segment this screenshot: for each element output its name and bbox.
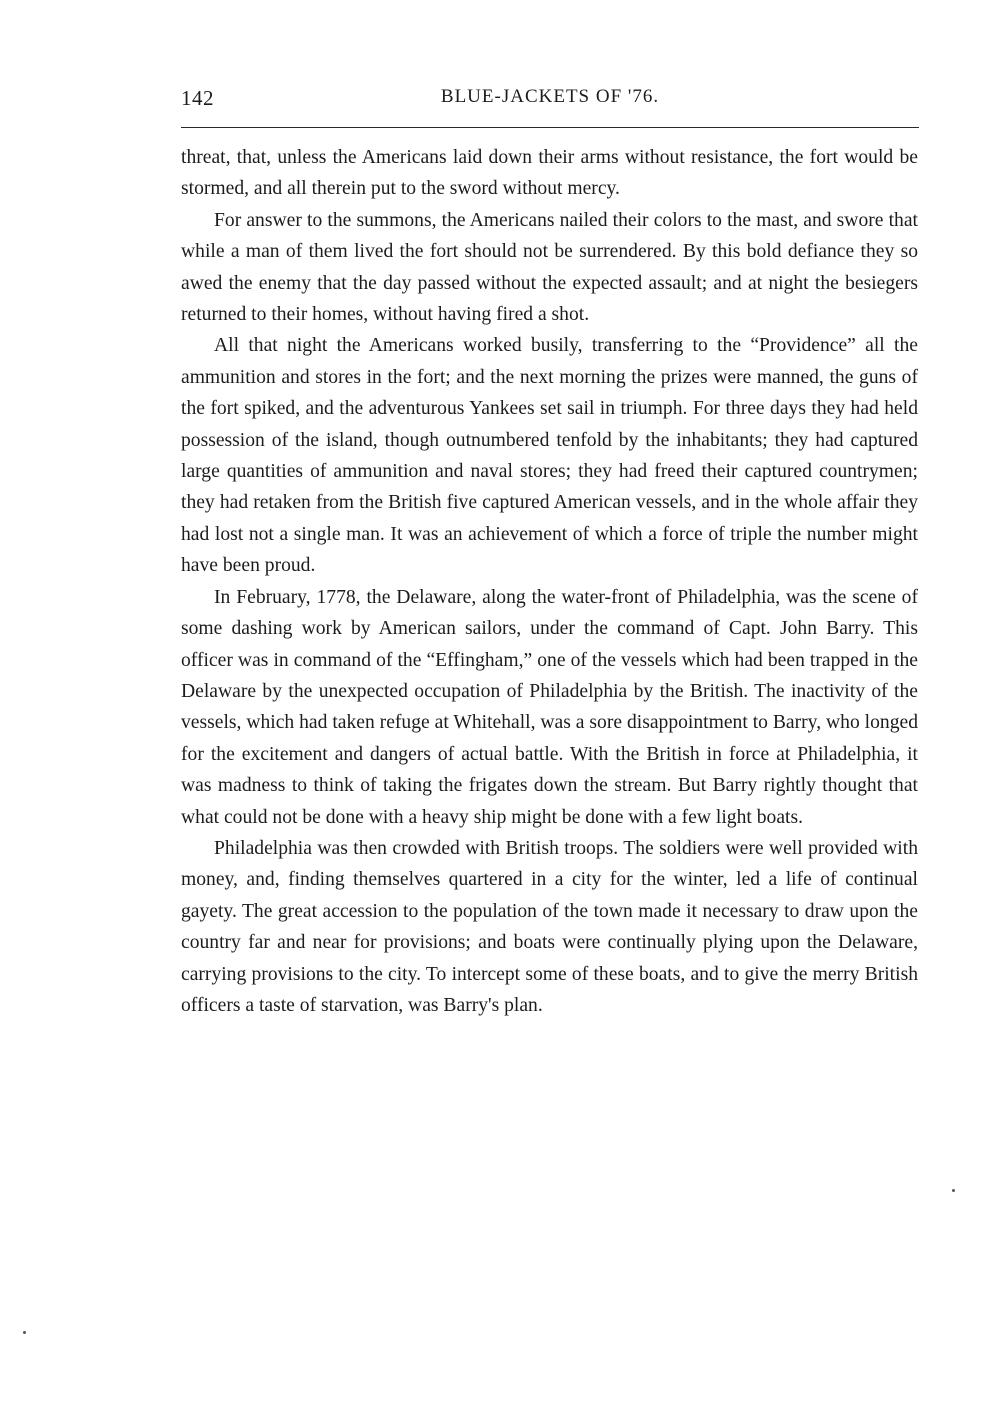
paragraph: In February, 1778, the Delaware, along the water-front of Philadelphia, was the scene of some dashing work by American sailors, under the command of Capt. John Barry. This officer was in command of the “Effingham,” one of the vessels which had been trapped in the Delaware by the unexpected occupation of Philadelphia by the British. The inactivity of the vessels, which had taken refuge at Whitehall, was a sore disappointment to Barry, who longed for the excitement and dangers of actual battle. With the British in force at Philadelphia, it was madness to think of taking the frigates down the stream. But Barry rightly thought that what could not be done with a heavy ship might be done with a few light boats. <box>181 586 918 828</box>
header-rule <box>181 127 919 128</box>
paragraph: For answer to the summons, the Americans nailed their colors to the mast, and swore that while a man of them lived the fort should not be surrendered. By this bold defiance they so awed the enemy that the day passed without the expected assault; and at night the besiegers returned to their homes, without having fired a shot. <box>181 209 918 326</box>
page-header <box>181 86 919 116</box>
paragraph: Philadelphia was then crowded with British troops. The soldiers were well provided with money, and, finding themselves quartered in a city for the winter, led a life of continual gayety. The great accession to the population of the town made it necessary to draw upon the country far and near for provisions; and boats were continually plying upon the Delaware, carrying provisions to the city. To intercept some of these boats, and to give the merry British officers a taste of starvation, was Barry's plan. <box>181 837 918 1016</box>
page-number: 142 <box>181 86 214 110</box>
paragraph: All that night the Americans worked busily, transferring to the “Providence” all the ammunition and stores in the fort; and the next morning the prizes were manned, the guns of the fort spiked, and the adventurous Yankees set sail in triumph. For three days they had held possession of the island, though outnumbered tenfold by the inhabitants; they had captured large quantities of ammunition and naval stores; they had freed their captured countrymen; they had retaken from the British five captured American vessels, and in the whole affair they had lost not a single man. It was an achievement of which a force of triple the number might have been proud. <box>181 335 918 577</box>
body-text <box>181 142 918 1021</box>
stray-ink-mark <box>952 1189 955 1192</box>
paragraph-continued: threat, that, unless the Americans laid down their arms without resistance, the fort would be stormed, and all therein put to the sword without mercy. <box>181 147 918 200</box>
running-title: BLUE-JACKETS OF '76. <box>440 86 660 107</box>
stray-ink-mark <box>23 1331 26 1334</box>
